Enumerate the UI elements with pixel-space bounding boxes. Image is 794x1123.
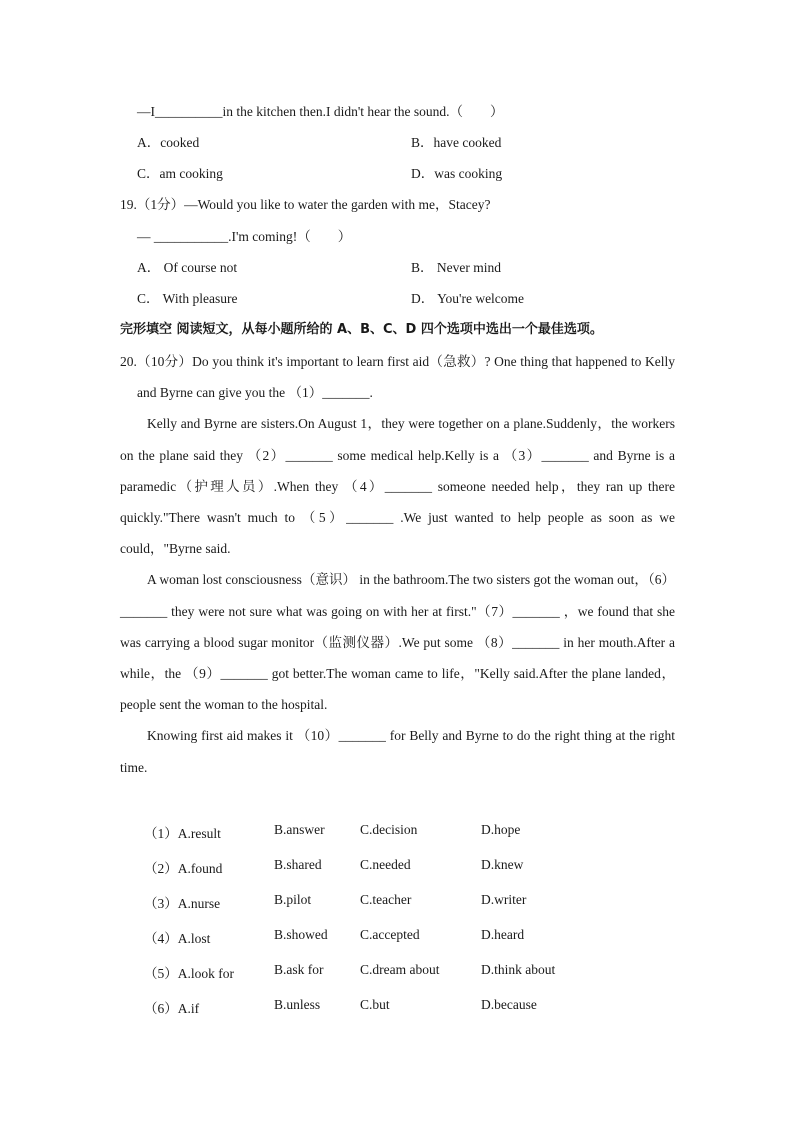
q19-option-a: A． Of course not: [137, 260, 238, 275]
choice-d: D.hope: [481, 822, 521, 837]
choice-b: B.unless: [274, 997, 321, 1012]
q20-paragraph-2: A woman lost consciousness（意识） in the bathroom.The two sisters got the woman out，（6）_______ they were not sure what was going on with her at first."（7）_______ ，we found that she was carrying a blood sugar monitor（监测仪器）.We put some （8）_______ in her mouth.After a while，the （9）_______ got better.The woman came to life，"Kelly said.After the plane landed，people sent the woman to the hospital.: [120, 572, 675, 713]
choice-c: C.dream about: [360, 962, 440, 977]
q18-option-b: B．have cooked: [411, 135, 502, 150]
q18-stem: —I__________in the kitchen then.I didn't hear the sound.（ ）: [137, 104, 504, 119]
q20-paragraph-1: Kelly and Byrne are sisters.On August 1，they were together on a plane.Suddenly，the workers on the plane said they （2）_______ some medical help.Kelly is a （3）_______ and Byrne is a paramedic（护理人员）.When they （4）_______ someone needed help，they ran up there quickly."There wasn't much to （5）_______ .We just wanted to help people as soon as we could，"Byrne said.: [120, 416, 675, 557]
choice-c: C.but: [360, 997, 390, 1012]
choice-a: （1）A.result: [144, 826, 221, 841]
choice-d: D.writer: [481, 892, 527, 907]
q19-stem-reply: — ___________.I'm coming!（ ）: [137, 229, 352, 244]
choice-row: [144, 997, 601, 1032]
choice-c: C.decision: [360, 822, 418, 837]
choice-row: [144, 822, 601, 857]
section-heading: 完形填空 阅读短文，从每小题所给的 A、B、C、D 四个选项中选出一个最佳选项。: [120, 322, 603, 337]
choice-row: [144, 962, 601, 997]
choice-a: （5）A.look for: [144, 966, 234, 981]
q20-intro: 20.（10分）Do you think it's important to learn first aid（急救）? One thing that happened to Kelly and Byrne can give you the （1）_______.: [120, 354, 675, 401]
q20-paragraph-3: Knowing first aid makes it （10）_______ for Belly and Byrne to do the right thing at the right time.: [120, 728, 675, 775]
q20-passage: [120, 346, 675, 783]
choice-d: D.think about: [481, 962, 556, 977]
choice-c: C.accepted: [360, 927, 420, 942]
choice-d: D.because: [481, 997, 537, 1012]
choice-b: B.shared: [274, 857, 322, 872]
q20-choices-table: [144, 822, 601, 1032]
q19-option-c: C． With pleasure: [137, 291, 238, 306]
choice-a: （4）A.lost: [144, 931, 211, 946]
choice-b: B.ask for: [274, 962, 324, 977]
choice-d: D.knew: [481, 857, 524, 872]
q18-option-c: C．am cooking: [137, 166, 223, 181]
choice-a: （2）A.found: [144, 861, 223, 876]
choice-a: （6）A.if: [144, 1001, 200, 1016]
q18-option-d: D．was cooking: [411, 166, 503, 181]
q19-option-d: D． You're welcome: [411, 291, 525, 306]
q19-stem: 19.（1分）—Would you like to water the garden with me，Stacey?: [120, 197, 491, 212]
choice-c: C.teacher: [360, 892, 412, 907]
q18-option-a: A．cooked: [137, 135, 200, 150]
choice-row: [144, 857, 601, 892]
choice-c: C.needed: [360, 857, 411, 872]
choice-row: [144, 927, 601, 962]
choice-a: （3）A.nurse: [144, 896, 221, 911]
choice-b: B.showed: [274, 927, 328, 942]
choice-d: D.heard: [481, 927, 525, 942]
choice-b: B.pilot: [274, 892, 312, 907]
choice-row: [144, 892, 601, 927]
q19-option-b: B． Never mind: [411, 260, 501, 275]
choice-b: B.answer: [274, 822, 325, 837]
